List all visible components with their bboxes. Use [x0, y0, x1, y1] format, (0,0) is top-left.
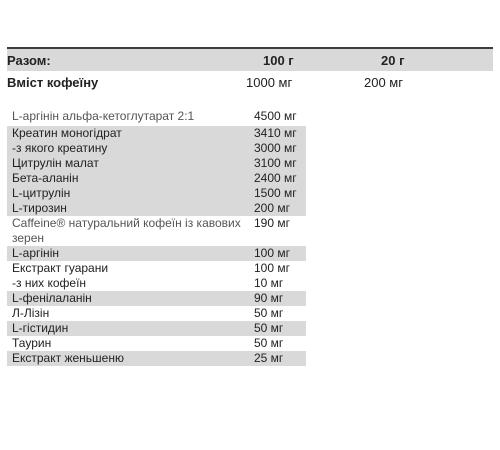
- ingredient-row: [7, 276, 493, 291]
- ingredient-row: [7, 156, 493, 171]
- ingredient-name: L-тирозин: [12, 201, 67, 215]
- ingredient-name: Бета-аланін: [12, 171, 79, 185]
- ingredient-row: [7, 321, 493, 336]
- ingredient-amount: 100 мг: [254, 246, 290, 260]
- ingredient-name: Креатин моногідрат: [12, 126, 122, 140]
- caffeine-col-20g: 200 мг: [364, 75, 403, 90]
- ingredient-amount: 190 мг: [254, 216, 290, 230]
- ingredient-row: [7, 336, 493, 351]
- ingredient-name: L-аргінін альфа-кетоглутарат 2:1: [12, 109, 195, 123]
- ingredient-name: -з них кофеїн: [12, 276, 87, 290]
- ingredient-amount: 3100 мг: [254, 156, 297, 170]
- ingredient-name: L-гістидин: [12, 321, 69, 335]
- ingredient-name: L-фенілаланін: [12, 291, 92, 305]
- ingredient-amount: 50 мг: [254, 336, 284, 350]
- ingredient-name: -з якого креатину: [12, 141, 108, 155]
- ingredient-row: [7, 291, 493, 306]
- ingredient-name: L-аргінін: [12, 246, 59, 260]
- ingredient-name: Екстракт женьшеню: [12, 351, 124, 365]
- ingredient-row: [7, 246, 493, 261]
- ingredient-name: L-цитрулін: [12, 186, 71, 200]
- ingredient-amount: 50 мг: [254, 321, 284, 335]
- caffeine-col-100g: 1000 мг: [246, 75, 293, 90]
- ingredient-row: [7, 351, 493, 366]
- caffeine-label: Вміст кофеїну: [7, 75, 99, 90]
- ingredient-row: [7, 306, 493, 321]
- ingredient-row: [7, 186, 493, 201]
- ingredient-name: Л-Лізін: [12, 306, 50, 320]
- ingredient-row: [7, 109, 493, 124]
- ingredient-amount: 50 мг: [254, 306, 284, 320]
- ingredient-list: [7, 109, 493, 366]
- ingredient-name: Таурин: [12, 336, 52, 350]
- ingredient-amount: 200 мг: [254, 201, 290, 215]
- ingredient-amount: 25 мг: [254, 351, 284, 365]
- header-row: [7, 49, 493, 71]
- ingredient-amount: 2400 мг: [254, 171, 297, 185]
- ingredient-row: [7, 141, 493, 156]
- ingredient-amount: 1500 мг: [254, 186, 297, 200]
- nutrition-table: [7, 47, 493, 366]
- ingredient-row: [7, 201, 493, 216]
- ingredient-amount: 90 мг: [254, 291, 284, 305]
- ingredient-row: [7, 126, 493, 141]
- header-label: Разом:: [7, 53, 51, 68]
- ingredient-amount: 100 мг: [254, 261, 290, 275]
- ingredient-name: Екстракт гуарани: [12, 261, 109, 275]
- ingredient-name: Цитрулін малат: [12, 156, 99, 170]
- ingredient-row: [7, 261, 493, 276]
- ingredient-amount: 4500 мг: [254, 109, 297, 123]
- header-col-20g: 20 г: [381, 53, 405, 68]
- caffeine-row: [7, 71, 493, 91]
- ingredient-name: Caffeine® натуральний кофеїн із кавових зерен: [12, 216, 241, 245]
- ingredient-amount: 3000 мг: [254, 141, 297, 155]
- ingredient-row: [7, 216, 493, 246]
- ingredient-amount: 10 мг: [254, 276, 284, 290]
- ingredient-row: [7, 171, 493, 186]
- ingredient-amount: 3410 мг: [254, 126, 297, 140]
- header-col-100g: 100 г: [263, 53, 294, 68]
